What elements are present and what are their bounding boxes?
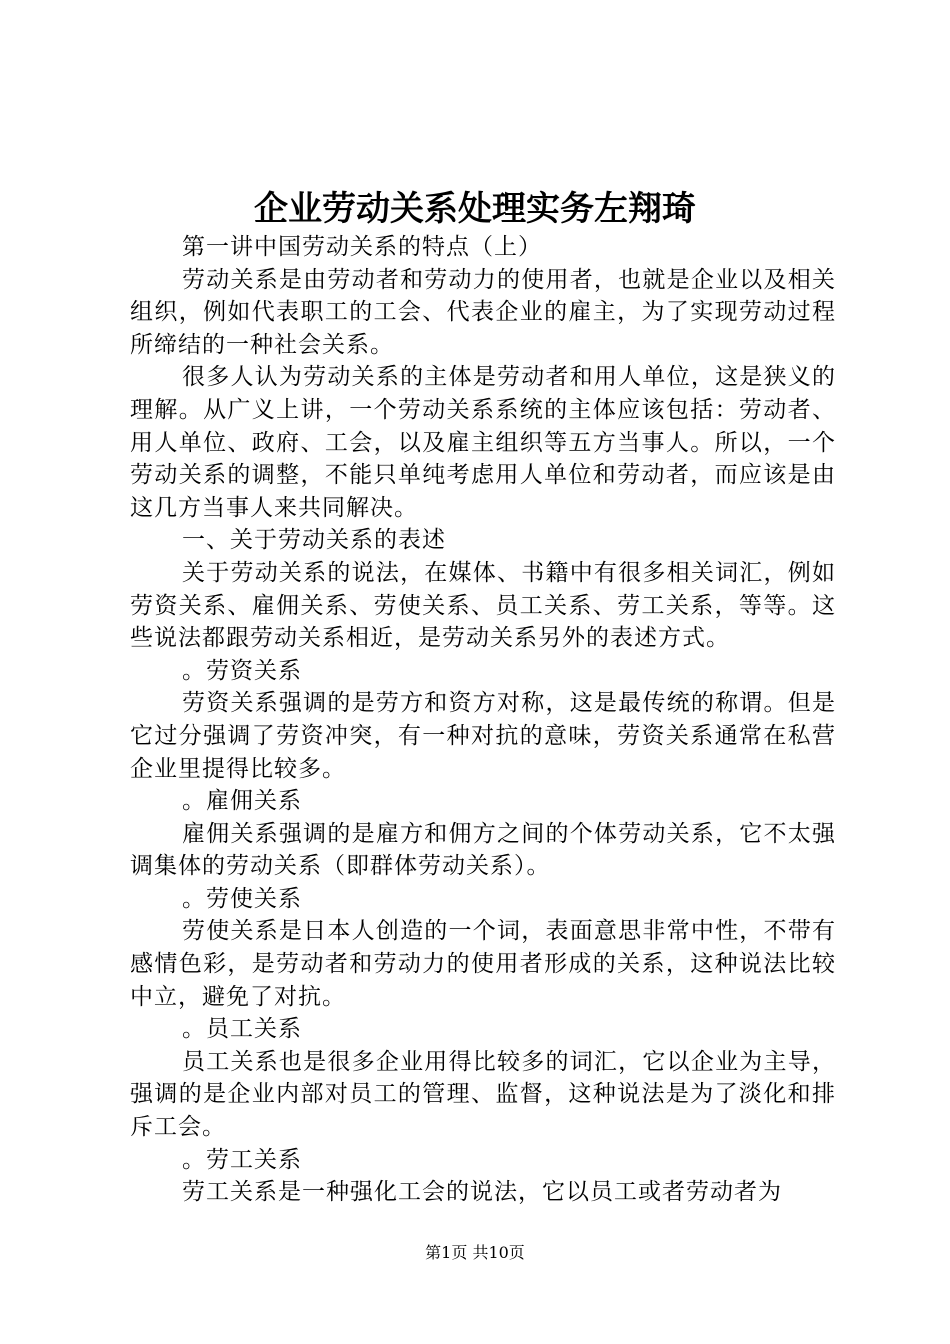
paragraph: 关于劳动关系的说法，在媒体、书籍中有很多相关词汇，例如劳资关系、雇佣关系、劳使关系、员工关系、劳工关系，等等。这些说法都跟劳动关系相近，是劳动关系另外的表述方式。: [130, 559, 836, 652]
page-footer: 第1页 共10页: [425, 1243, 525, 1262]
section-heading: 一、关于劳动关系的表述: [182, 527, 446, 554]
subsection-heading: 。劳工关系: [182, 1146, 302, 1173]
subsection-heading: 。劳资关系: [182, 657, 302, 684]
subsection-heading: 。劳使关系: [182, 885, 302, 912]
subsection-heading: 。雇佣关系: [182, 788, 302, 815]
paragraph: 员工关系也是很多企业用得比较多的词汇，它以企业为主导，强调的是企业内部对员工的管理、监督，这种说法是为了淡化和排斥工会。: [130, 1048, 836, 1141]
paragraph: 劳工关系是一种强化工会的说法，它以员工或者劳动者为: [182, 1179, 782, 1206]
paragraph: 劳资关系强调的是劳方和资方对称，这是最传统的称谓。但是它过分强调了劳资冲突，有一种对抗的意味，劳资关系通常在私营企业里提得比较多。: [130, 690, 836, 782]
lecture-heading: 第一讲中国劳动关系的特点（上）: [182, 234, 542, 260]
paragraph: 劳动关系是由劳动者和劳动力的使用者，也就是企业以及相关组织，例如代表职工的工会、代表企业的雇主，为了实现劳动过程所缔结的一种社会关系。: [130, 266, 836, 358]
paragraph: 劳使关系是日本人创造的一个词，表面意思非常中性，不带有感情色彩，是劳动者和劳动力的使用者形成的关系，这种说法比较中立，避免了对抗。: [130, 918, 836, 1010]
paragraph: 很多人认为劳动关系的主体是劳动者和用人单位，这是狭义的理解。从广义上讲，一个劳动关系系统的主体应该包括：劳动者、用人单位、政府、工会，以及雇主组织等五方当事人。所以，一个劳动关系的调整，不能只单纯考虑用人单位和劳动者，而应该是由这几方当事人来共同解决。: [130, 364, 836, 521]
subsection-heading: 。员工关系: [182, 1016, 302, 1043]
document-title: 企业劳动关系处理实务左翔琦: [254, 189, 696, 229]
document-body: [130, 231, 836, 1209]
paragraph: 雇佣关系强调的是雇方和佣方之间的个体劳动关系，它不太强调集体的劳动关系（即群体劳动关系）。: [130, 820, 836, 880]
